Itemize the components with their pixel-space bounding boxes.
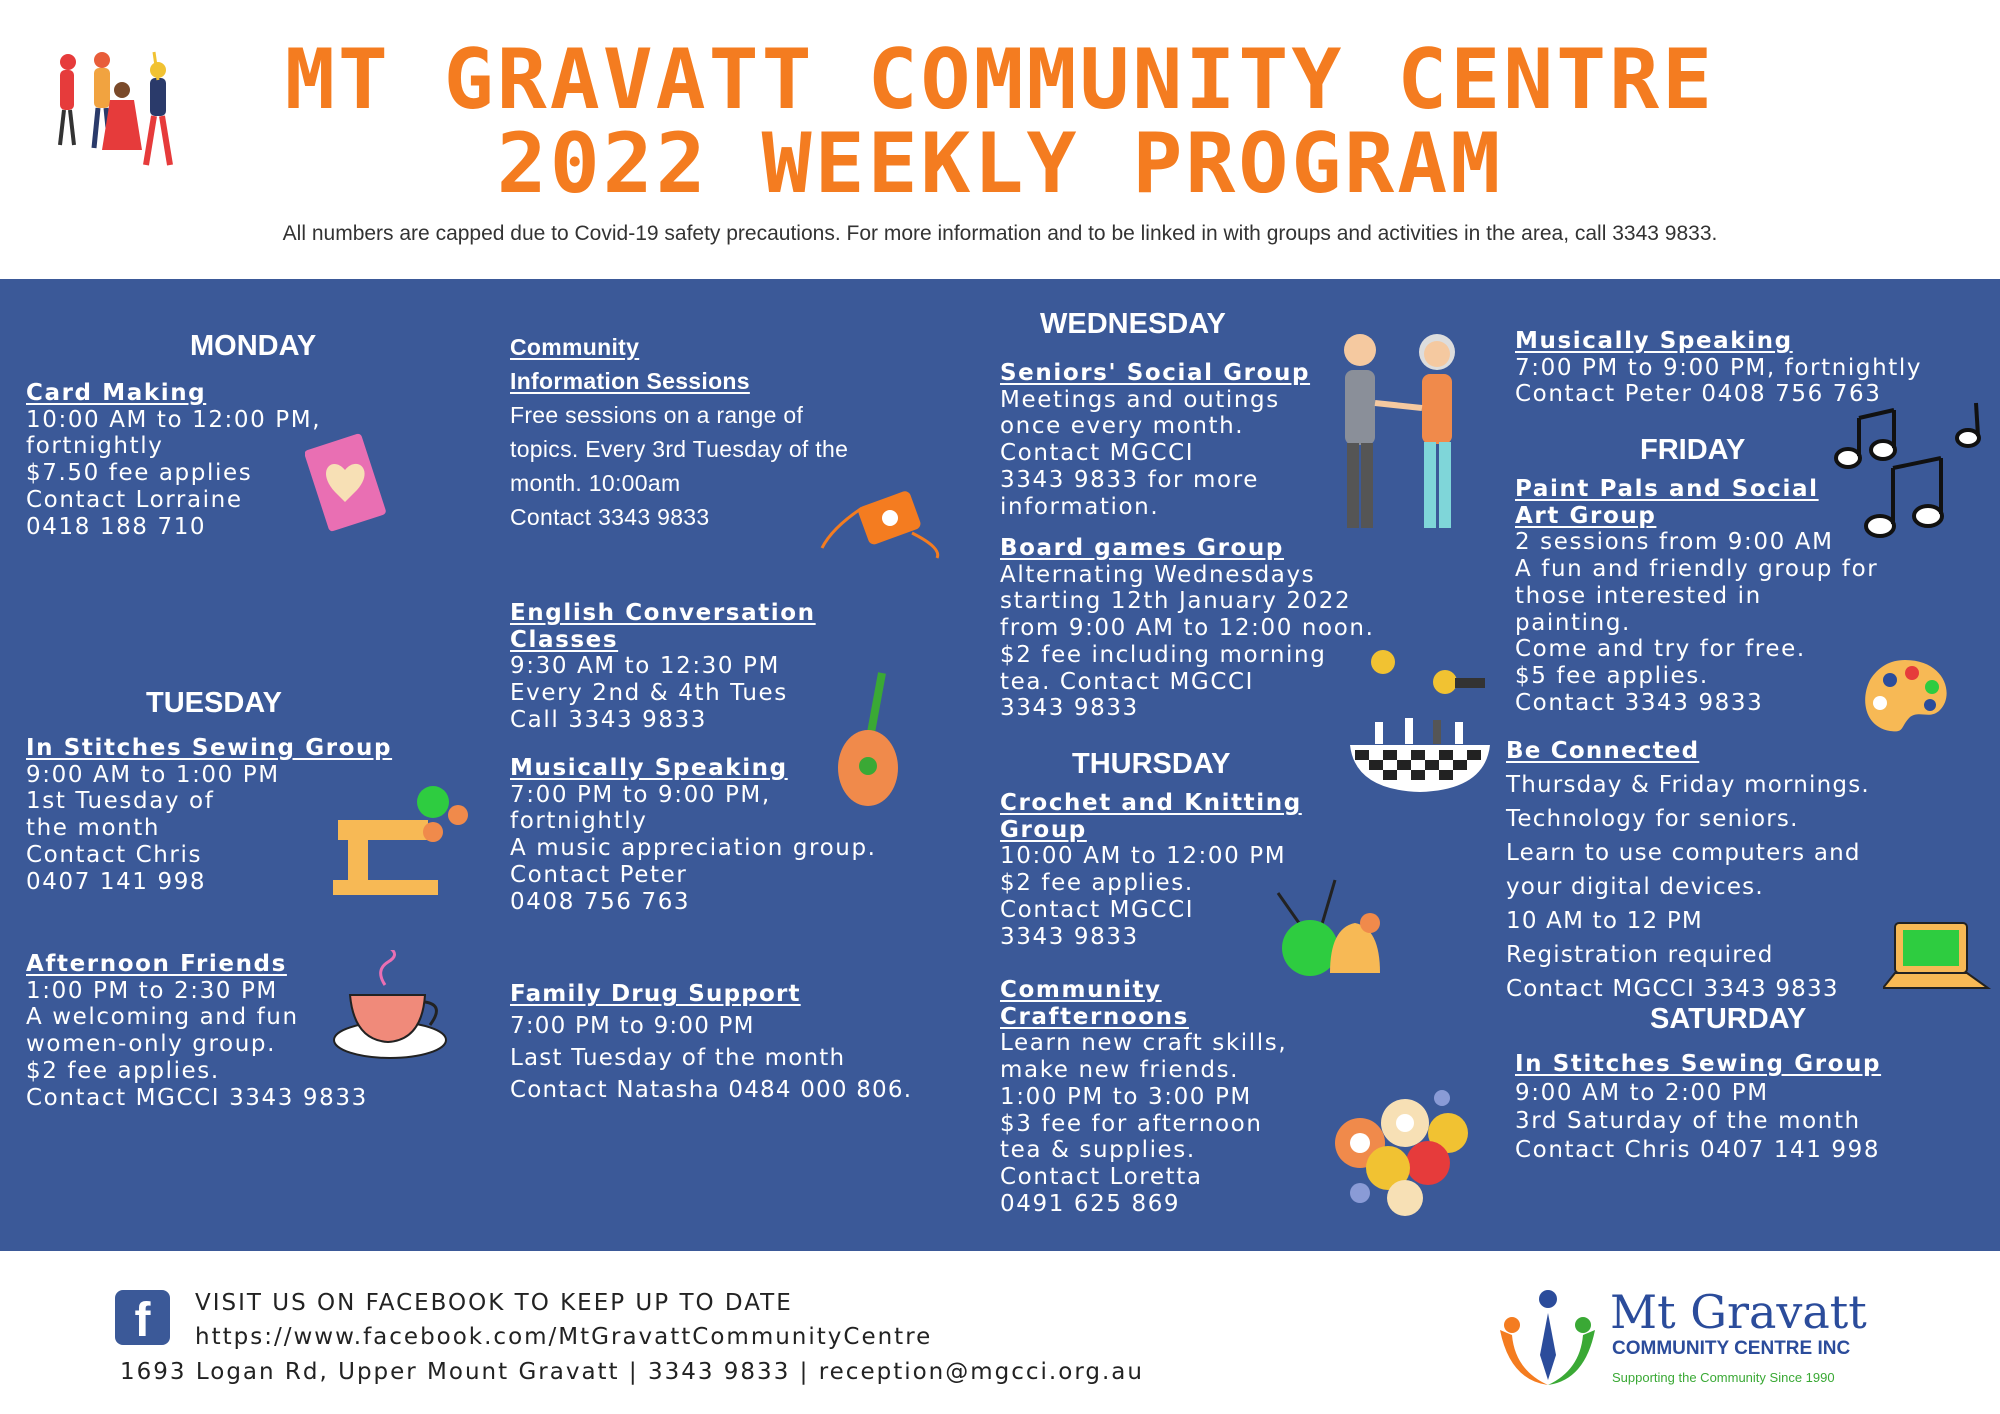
stitches-saturday-block: In Stitches Sewing Group 9:00 AM to 2:00 PM 3rd Saturday of the month Contact Chris 0407 141 998 bbox=[1515, 1051, 1882, 1163]
seniors-couple-icon bbox=[1325, 328, 1475, 533]
thursday-heading: THURSDAY bbox=[1072, 748, 1231, 780]
card-icon bbox=[305, 430, 400, 540]
afternoon-friends-block: Afternoon Friends 1:00 PM to 2:30 PM A welcoming and fun women-only group. $2 fee applies. Contact MGCCI 3343 9833 bbox=[26, 951, 368, 1111]
musically-speaking-tuesday-block: Musically Speaking 7:00 PM to 9:00 PM, fortnightly A music appreciation group. Contact Peter 0408 756 763 bbox=[510, 755, 877, 915]
seniors-social-block: Seniors' Social Group Meetings and outings once every month. Contact MGCCI 3343 9833 for more information. bbox=[1000, 360, 1311, 520]
intro-text: All numbers are capped due to Covid-19 safety precautions. For more information and to be linked in with groups and activities in the area, call 3343 9833. bbox=[282, 222, 1718, 245]
family-drug-support-block: Family Drug Support 7:00 PM to 9:00 PM Last Tuesday of the month Contact Natasha 0484 000 806. bbox=[510, 981, 913, 1103]
chess-board-icon bbox=[1345, 650, 1495, 795]
teacup-icon bbox=[330, 950, 450, 1065]
community-crafternoons-block: Community Crafternoons Learn new craft skills, make new friends. 1:00 PM to 3:00 PM $3 fee for afternoon tea & supplies. Contact Loretta 0491 625 869 bbox=[1000, 977, 1288, 1217]
board-games-block: Board games Group Alternating Wednesdays starting 12th January 2022 from 9:00 AM to 12:00 noon. $2 fee including morning tea. Contact MGCCI 3343 9833 bbox=[1000, 535, 1375, 722]
crochet-knitting-block: Crochet and Knitting Group 10:00 AM to 12:00 PM $2 fee applies. Contact MGCCI 3343 9833 bbox=[1000, 790, 1302, 950]
musically-speaking-thursday-block: Musically Speaking 7:00 PM to 9:00 PM, fortnightly Contact Peter 0408 756 763 bbox=[1515, 328, 1923, 408]
mgcci-logo-icon bbox=[1490, 1285, 1605, 1390]
logo-name: Mt Gravatt bbox=[1610, 1285, 1867, 1339]
be-connected-block: Be Connected Thursday & Friday mornings. Technology for seniors. Learn to use computers and your digital devices. 10 AM to 12 PM Registration required Contact MGCCI 3343 9833 bbox=[1506, 738, 1870, 1002]
logo-subtitle: COMMUNITY CENTRE INC bbox=[1612, 1338, 1851, 1359]
logo-tagline: Supporting the Community Since 1990 bbox=[1612, 1370, 1835, 1385]
friday-heading: FRIDAY bbox=[1640, 434, 1746, 466]
laptop-icon bbox=[1883, 918, 1993, 1003]
english-classes-block: English Conversation Classes 9:30 AM to 12:30 PM Every 2nd & 4th Tues Call 3343 9833 bbox=[510, 600, 816, 733]
facebook-url[interactable]: https://www.facebook.com/MtGravattCommunityCentre bbox=[195, 1324, 933, 1350]
tuesday-heading: TUESDAY bbox=[146, 687, 282, 719]
card-making-heading: Card Making bbox=[26, 380, 207, 406]
info-sessions-block: Community Information Sessions Free sessions on a range of topics. Every 3rd Tuesday of the month. 10:00am Contact 3343 9833 bbox=[510, 334, 849, 530]
stitches-tuesday-block: In Stitches Sewing Group 9:00 AM to 1:00 PM 1st Tuesday of the month Contact Chris 0407 141 998 bbox=[26, 735, 393, 895]
facebook-line: VISIT US ON FACEBOOK TO KEEP UP TO DATE bbox=[195, 1290, 793, 1316]
music-player-icon bbox=[812, 488, 952, 563]
knitting-icon bbox=[1270, 878, 1390, 983]
contact-address: 1693 Logan Rd, Upper Mount Gravatt | 3343 9833 | reception@mgcci.org.au bbox=[120, 1359, 1144, 1385]
paper-fans-icon bbox=[1330, 1088, 1475, 1218]
wednesday-heading: WEDNESDAY bbox=[1040, 308, 1226, 340]
sewing-machine-icon bbox=[328, 780, 473, 905]
card-making-block: Card Making 10:00 AM to 12:00 PM, fortnightly $7.50 fee applies Contact Lorraine 0418 188 710 bbox=[26, 380, 322, 540]
page-title: MT GRAVATT COMMUNITY CENTRE 2022 WEEKLY PROGRAM bbox=[284, 31, 1716, 212]
monday-heading: MONDAY bbox=[190, 330, 317, 362]
saturday-heading: SATURDAY bbox=[1650, 1003, 1807, 1035]
paint-pals-block: Paint Pals and Social Art Group 2 sessions from 9:00 AM A fun and friendly group for those interested in painting. Come and try for free. $5 fee applies. Contact 3343 9833 bbox=[1515, 476, 1879, 716]
paint-palette-icon bbox=[1860, 655, 1955, 735]
facebook-icon[interactable]: f bbox=[115, 1290, 170, 1345]
